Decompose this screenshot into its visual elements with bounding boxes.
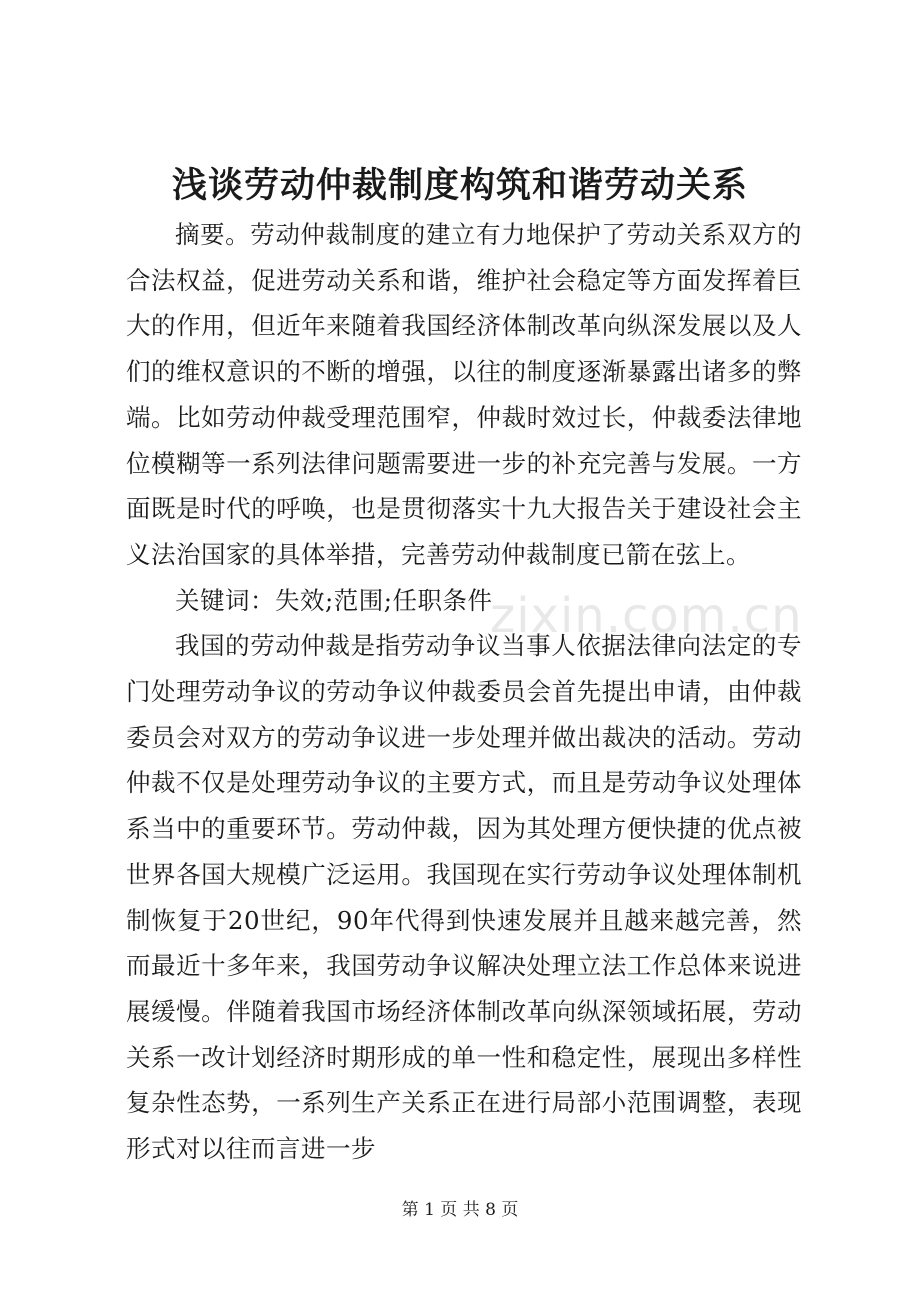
keywords-paragraph: 关键词：失效;范围;任职条件 [175,585,493,615]
body-paragraph: 我国的劳动仲裁是指劳动争议当事人依据法律向法定的专门处理劳动争议的劳动争议仲裁委员会首先提出申请，由仲裁委员会对双方的劳动争议进一步处理并做出裁决的活动。劳动仲裁不仅是处理劳动争议的主要方式，而且是劳动争议处理体系当中的重要环节。劳动仲裁，因为其处理方便快捷的优点被世界各国大规模广泛运用。我国现在实行劳动争议处理体制机制恢复于20世纪，90年代得到快速发展并且越来越完善，然而最近十多年来，我国劳动争议解决处理立法工作总体来说进展缓慢。伴随着我国市场经济体制改革向纵深领域拓展，劳动关系一改计划经济时期形成的单一性和稳定性，展现出多样性复杂性态势，一系列生产关系正在进行局部小范围调整，表现形式对以往而言进一步 [126,631,802,1164]
watermark-text: zixin.com.cn [490,588,803,644]
abstract-paragraph: 摘要。劳动仲裁制度的建立有力地保护了劳动关系双方的合法权益，促进劳动关系和谐，维护社会稳定等方面发挥着巨大的作用，但近年来随着我国经济体制改革向纵深发展以及人们的维权意识的不断的增强，以往的制度逐渐暴露出诸多的弊端。比如劳动仲裁受理范围窄，仲裁时效过长，仲裁委法律地位模糊等一系列法律问题需要进一步的补充完善与发展。一方面既是时代的呼唤，也是贯彻落实十九大报告关于建设社会主义法治国家的具体举措，完善劳动仲裁制度已箭在弦上。 [126,220,802,569]
document-body [126,212,802,1172]
document-title: 浅谈劳动仲裁制度构筑和谐劳动关系 [171,165,748,206]
page-footer: 第 1 页 共 8 页 [401,1200,519,1220]
